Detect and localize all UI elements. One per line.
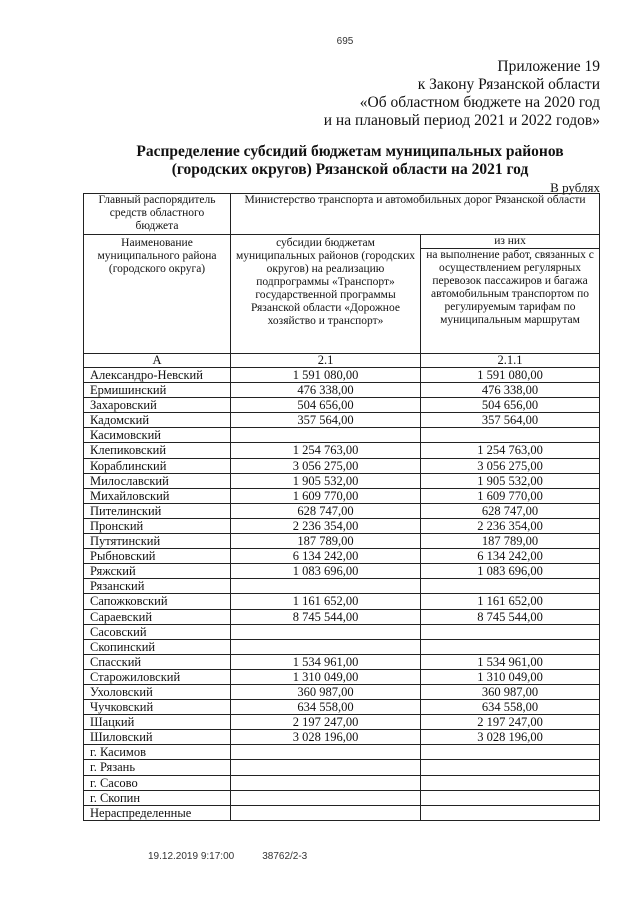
regular-transport-cell: 6 134 242,00 [421, 549, 600, 564]
subsidy-total-cell [231, 428, 421, 443]
regular-transport-cell [421, 745, 600, 760]
regular-transport-cell: 8 745 544,00 [421, 609, 600, 624]
subsidy-total-cell: 1 254 763,00 [231, 443, 421, 458]
table-row [84, 534, 600, 549]
regular-transport-cell: 476 338,00 [421, 383, 600, 398]
title-line-2: (городских округов) Рязанской области на 2021 год [171, 161, 529, 178]
table-row [84, 700, 600, 715]
subsidy-total-cell: 1 591 080,00 [231, 368, 421, 383]
regular-transport-cell: 1 161 652,00 [421, 594, 600, 609]
table-row [84, 579, 600, 594]
subsidy-total-cell [231, 775, 421, 790]
table-row [84, 549, 600, 564]
subsidy-total-cell: 1 609 770,00 [231, 488, 421, 503]
regular-transport-cell: 1 083 696,00 [421, 564, 600, 579]
regular-transport-cell: 3 056 275,00 [421, 458, 600, 473]
regular-transport-cell: 2 236 354,00 [421, 518, 600, 533]
subsidy-total-cell: 1 534 961,00 [231, 654, 421, 669]
regular-transport-cell: 504 656,00 [421, 398, 600, 413]
regular-transport-cell [421, 639, 600, 654]
municipality-cell: Рязанский [84, 579, 231, 594]
table-row [84, 398, 600, 413]
table-row [84, 503, 600, 518]
subsidy-total-cell: 1 161 652,00 [231, 594, 421, 609]
regular-transport-cell [421, 790, 600, 805]
subsidy-total-cell: 504 656,00 [231, 398, 421, 413]
municipality-cell: Сасовский [84, 624, 231, 639]
municipality-cell: Кадомский [84, 413, 231, 428]
currency-note: В рублях [550, 180, 600, 195]
municipality-cell: Ермишинский [84, 383, 231, 398]
table-row [84, 684, 600, 699]
header-row-codes [84, 354, 600, 368]
municipality-cell: Михайловский [84, 488, 231, 503]
subsidy-total-cell [231, 639, 421, 654]
municipality-cell: Нераспределенные [84, 805, 231, 820]
subsidy-total-cell [231, 745, 421, 760]
subsidy-total-cell [231, 760, 421, 775]
municipality-cell: Пителинский [84, 503, 231, 518]
footer-datetime: 19.12.2019 9:17:00 [148, 851, 235, 862]
municipality-header: Наименование муниципального района (городского округа) [84, 235, 231, 354]
table-row [84, 518, 600, 533]
regular-transport-cell: 2 197 247,00 [421, 715, 600, 730]
municipality-cell: Путятинский [84, 534, 231, 549]
regular-transport-cell [421, 579, 600, 594]
appendix-line-2: к Закону Рязанской области [417, 76, 600, 93]
subsidy-total-cell: 6 134 242,00 [231, 549, 421, 564]
regular-transport-cell: 1 609 770,00 [421, 488, 600, 503]
subsidy-total-cell: 2 197 247,00 [231, 715, 421, 730]
table-row [84, 639, 600, 654]
subsidy-total-cell: 3 028 196,00 [231, 730, 421, 745]
regular-transport-cell: 357 564,00 [421, 413, 600, 428]
table-row [84, 413, 600, 428]
table-row [84, 473, 600, 488]
regular-transport-cell: 628 747,00 [421, 503, 600, 518]
subsidy-total-cell: 628 747,00 [231, 503, 421, 518]
col-code-a: А [84, 354, 231, 368]
appendix-line-4: и на плановый период 2021 и 2022 годов» [323, 112, 600, 129]
subsidy-total-cell: 634 558,00 [231, 700, 421, 715]
municipality-cell: Захаровский [84, 398, 231, 413]
subsidy-total-cell: 3 056 275,00 [231, 458, 421, 473]
table-row [84, 624, 600, 639]
municipality-cell: Спасский [84, 654, 231, 669]
subsidy-total-cell: 187 789,00 [231, 534, 421, 549]
table-row [84, 443, 600, 458]
municipality-cell: Ряжский [84, 564, 231, 579]
appendix-header [324, 58, 600, 130]
chief-admin-header: Главный распорядитель средств областного бюджета [84, 194, 231, 235]
subsidy-header: субсидии бюджетам муниципальных районов (городских округов) на реализацию подпрограммы «Транспорт» государственной программы Рязанской области «Дорожное хозяйство и транспорт» [231, 235, 421, 354]
table-row [84, 805, 600, 820]
regular-transport-cell: 187 789,00 [421, 534, 600, 549]
regular-transport-cell: 1 310 049,00 [421, 669, 600, 684]
regular-transport-cell [421, 624, 600, 639]
subsidy-total-cell [231, 579, 421, 594]
subsidy-total-cell: 1 083 696,00 [231, 564, 421, 579]
regular-transport-cell: 1 254 763,00 [421, 443, 600, 458]
regular-transport-cell [421, 760, 600, 775]
table-row [84, 669, 600, 684]
footer [148, 851, 307, 862]
regular-transport-cell [421, 428, 600, 443]
footer-doc-code: 38762/2-3 [262, 851, 308, 862]
municipality-cell: г. Касимов [84, 745, 231, 760]
header-row-columns [84, 235, 600, 249]
subsidy-total-cell: 360 987,00 [231, 684, 421, 699]
table-row [84, 564, 600, 579]
table-row [84, 775, 600, 790]
municipality-cell: Ухоловский [84, 684, 231, 699]
regular-transport-cell: 1 591 080,00 [421, 368, 600, 383]
table-row [84, 594, 600, 609]
municipality-cell: г. Сасово [84, 775, 231, 790]
ministry-header: Министерство транспорта и автомобильных дорог Рязанской области [231, 194, 600, 235]
col-code-2-1-1: 2.1.1 [421, 354, 600, 368]
subsidy-total-cell: 1 310 049,00 [231, 669, 421, 684]
municipality-cell: Сапожковский [84, 594, 231, 609]
regular-transport-cell [421, 805, 600, 820]
municipality-cell: Александро-Невский [84, 368, 231, 383]
municipality-cell: Клепиковский [84, 443, 231, 458]
regular-transport-cell: 3 028 196,00 [421, 730, 600, 745]
municipality-cell: Скопинский [84, 639, 231, 654]
title-line-1: Распределение субсидий бюджетам муниципальных районов [136, 143, 564, 160]
subsidy-total-cell: 476 338,00 [231, 383, 421, 398]
subsidy-total-cell: 2 236 354,00 [231, 518, 421, 533]
subsidy-total-cell: 8 745 544,00 [231, 609, 421, 624]
municipality-cell: Чучковский [84, 700, 231, 715]
appendix-line-3: «Об областном бюджете на 2020 год [359, 94, 600, 111]
table-row [84, 790, 600, 805]
table-row [84, 609, 600, 624]
table-row [84, 745, 600, 760]
regular-transport-cell: 634 558,00 [421, 700, 600, 715]
municipality-cell: Милославский [84, 473, 231, 488]
table-row [84, 428, 600, 443]
table-row [84, 458, 600, 473]
municipality-cell: Касимовский [84, 428, 231, 443]
regular-transport-cell: 1 905 532,00 [421, 473, 600, 488]
table-row [84, 760, 600, 775]
table-row [84, 654, 600, 669]
municipality-cell: г. Рязань [84, 760, 231, 775]
document-title [90, 143, 610, 179]
header-row-admin [84, 194, 600, 235]
municipality-cell: Шиловский [84, 730, 231, 745]
subsidy-total-cell [231, 790, 421, 805]
subsidy-total-cell [231, 805, 421, 820]
subsidy-total-cell: 357 564,00 [231, 413, 421, 428]
regular-transport-header: на выполнение работ, связанных с осуществлением регулярных перевозок пассажиров и багажа автомобильным транспортом по регулируемым тарифам по муниципальным маршрутам [421, 249, 600, 354]
of-which-header: из них [421, 235, 600, 249]
col-code-2-1: 2.1 [231, 354, 421, 368]
municipality-cell: Старожиловский [84, 669, 231, 684]
municipality-cell: г. Скопин [84, 790, 231, 805]
municipality-cell: Рыбновский [84, 549, 231, 564]
regular-transport-cell: 360 987,00 [421, 684, 600, 699]
table-row [84, 383, 600, 398]
table-row [84, 715, 600, 730]
page-number: 695 [336, 36, 354, 47]
municipality-cell: Кораблинский [84, 458, 231, 473]
regular-transport-cell [421, 775, 600, 790]
table-row [84, 730, 600, 745]
table-row [84, 368, 600, 383]
regular-transport-cell: 1 534 961,00 [421, 654, 600, 669]
municipality-cell: Пронский [84, 518, 231, 533]
municipality-cell: Шацкий [84, 715, 231, 730]
table-row [84, 488, 600, 503]
subsidy-total-cell [231, 624, 421, 639]
subsidy-total-cell: 1 905 532,00 [231, 473, 421, 488]
municipality-cell: Сараевский [84, 609, 231, 624]
appendix-line-1: Приложение 19 [497, 58, 600, 75]
subsidy-table [83, 193, 600, 821]
